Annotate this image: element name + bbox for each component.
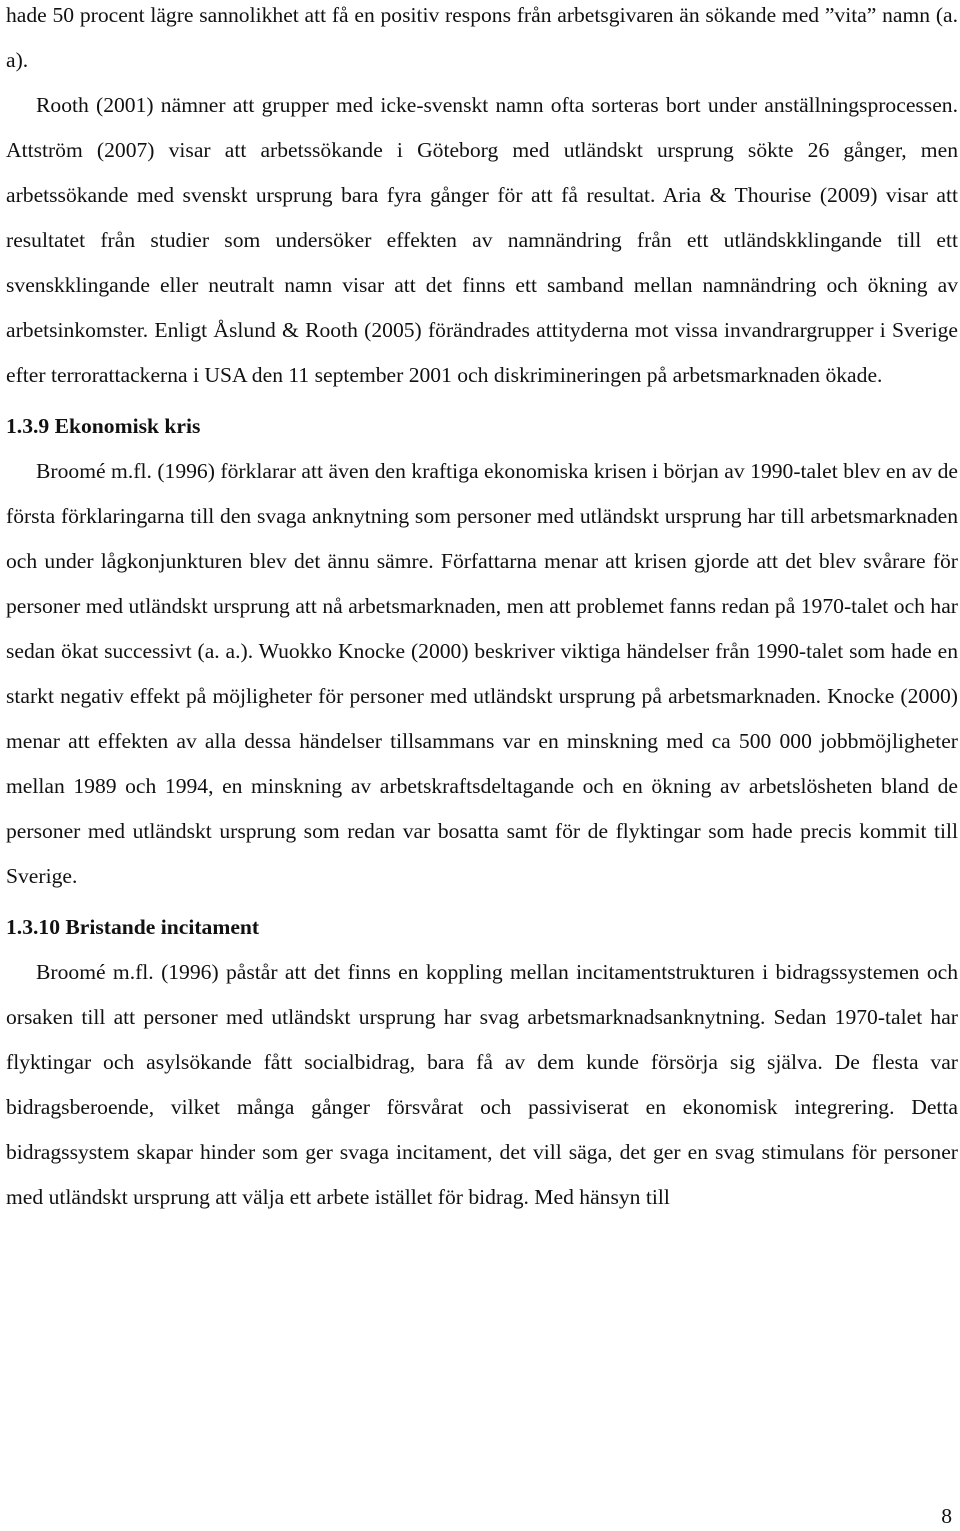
paragraph-continuation: hade 50 procent lägre sannolikhet att få en positiv respons från arbetsgivaren än sökande med ”vita” namn (a. a). bbox=[6, 3, 958, 72]
paragraph-name-discrimination: Rooth (2001) nämner att grupper med icke-svenskt namn ofta sorteras bort under anställningsprocessen. Attström (2007) visar att arbetssökande i Göteborg med utländskt ursprung sökte 26 gånger, men arbetssökande med svenskt ursprung bara fyra gånger för att få resultat. Aria & Thourise (2009) visar att resultatet från studier som undersöker effekten av namnändring från ett utländskklingande till ett svenskklingande eller neutralt namn visar att det finns ett samband mellan namnändring och ökning av arbetsinkomster. Enligt Åslund & Rooth (2005) förändrades attityderna mot vissa invandrargrupper i Sverige efter terrorattackerna i USA den 11 september 2001 och diskrimineringen på arbetsmarknaden ökade. bbox=[6, 93, 958, 387]
section-heading-ekonomisk-kris: 1.3.9 Ekonomisk kris bbox=[6, 414, 201, 438]
section-heading-bristande-incitament: 1.3.10 Bristande incitament bbox=[6, 915, 260, 939]
page-number: 8 bbox=[941, 1504, 952, 1528]
paragraph-bristande-incitament: Broomé m.fl. (1996) påstår att det finns en koppling mellan incitamentstrukturen i bidragssystemen och orsaken till att personer med utländskt ursprung har svag arbetsmarknadsanknytning. Sedan 1970-talet har flyktingar och asylsökande fått socialbidrag, bara få av dem kunde försörja sig själva. De flesta var bidragsberoende, vilket många gånger försvårat och passiviserat en ekonomisk integrering. Detta bidragssystem skapar hinder som ger svaga incitament, det vill säga, det ger en svag stimulans för personer med utländskt ursprung att välja ett arbete istället för bidrag. Med hänsyn till bbox=[6, 960, 958, 1209]
document-page bbox=[6, 0, 958, 1220]
paragraph-ekonomisk-kris: Broomé m.fl. (1996) förklarar att även den kraftiga ekonomiska krisen i början av 1990-talet blev en av de första förklaringarna till den svaga anknytning som personer med utländskt ursprung har till arbetsmarknaden och under lågkonjunkturen blev det ännu sämre. Författarna menar att krisen gjorde att det blev svårare för personer med utländskt ursprung att nå arbetsmarknaden, men att problemet fanns redan på 1970-talet och har sedan ökat successivt (a. a.). Wuokko Knocke (2000) beskriver viktiga händelser från 1990-talet som hade en starkt negativ effekt på möjligheter för personer med utländskt ursprung på arbetsmarknaden. Knocke (2000) menar att effekten av alla dessa händelser tillsammans var en minskning med ca 500 000 jobbmöjligheter mellan 1989 och 1994, en minskning av arbetskraftsdeltagande och en ökning av arbetslösheten bland de personer med utländskt ursprung som redan var bosatta samt för de flyktingar som hade precis kommit till Sverige. bbox=[6, 459, 958, 888]
